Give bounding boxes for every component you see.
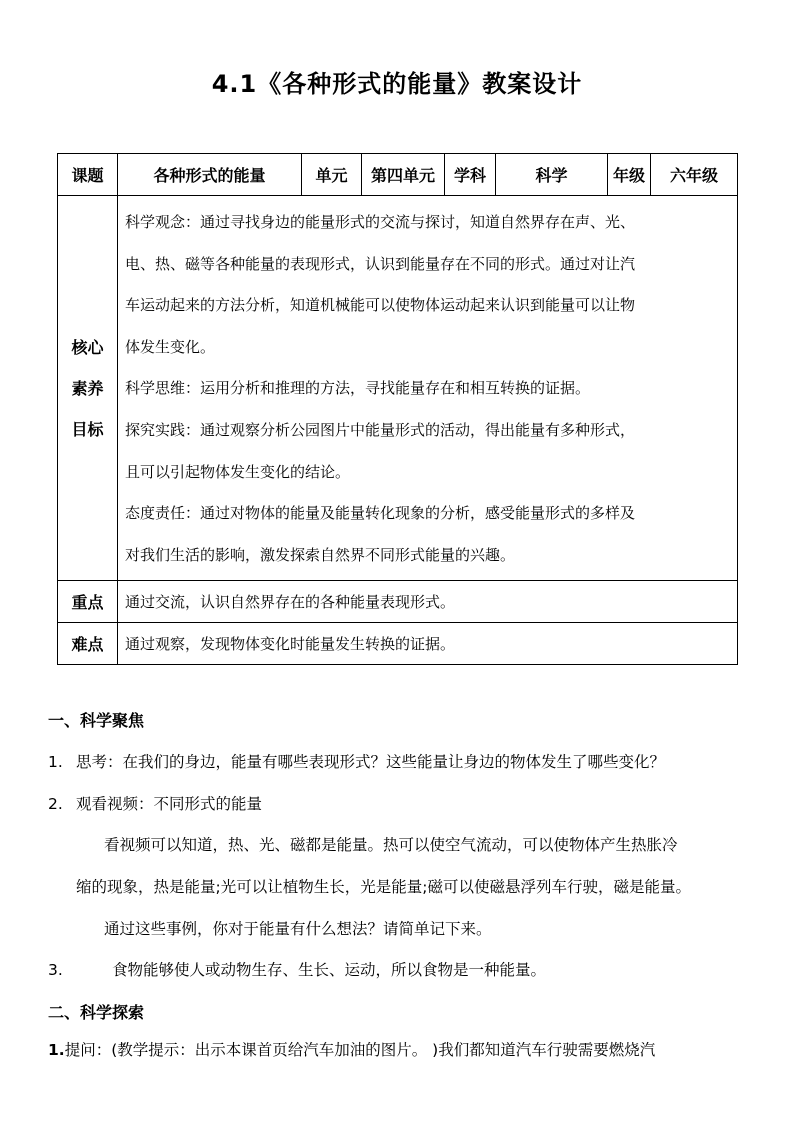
core-goals-label: 核心 素养 目标 [58, 196, 118, 581]
difficulty-value: 通过观察，发现物体变化时能量发生转换的证据。 [118, 623, 738, 665]
section2-heading: 二、科学探索 [48, 1003, 145, 1022]
core-goal-line: 体发生变化。 [125, 337, 216, 356]
topic-label: 课题 [58, 154, 118, 196]
difficulty-row [58, 623, 738, 665]
section1-heading: 一、科学聚焦 [48, 711, 145, 730]
core-goals-row [58, 196, 738, 581]
item-number: 3. [48, 961, 63, 979]
lesson-plan-table [57, 153, 738, 665]
section1-item-3 [48, 958, 546, 980]
item-text: 观看视频：不同形式的能量 [76, 795, 263, 813]
topic-value: 各种形式的能量 [118, 154, 302, 196]
subject-label: 学科 [445, 154, 496, 196]
difficulty-label: 难点 [58, 623, 118, 665]
key-point-row [58, 581, 738, 623]
item-text: 食物能够使人或动物生存、生长、运动，所以食物是一种能量。 [112, 961, 547, 979]
table-header-row [58, 154, 738, 196]
paragraph-line: 看视频可以知道，热、光、磁都是能量。热可以使空气流动，可以使物体产生热胀冷 [104, 836, 678, 854]
item-text: 思考：在我们的身边，能量有哪些表现形式？这些能量让身边的物体发生了哪些变化？ [76, 753, 666, 771]
item-text: 提问：(教学提示：出示本课首页给汽车加油的图片。 )我们都知道汽车行驶需要燃烧汽 [64, 1041, 656, 1059]
grade-label: 年级 [608, 154, 651, 196]
section1-item-1 [48, 750, 665, 772]
core-goal-line: 科学观念：通过寻找身边的能量形式的交流与探讨，知道自然界存在声、光、 [125, 213, 636, 231]
unit-value: 第四单元 [362, 154, 445, 196]
paragraph-line: 缩的现象，热是能量;光可以让植物生长，光是能量;磁可以使磁悬浮列车行驶，磁是能量。 [76, 878, 691, 896]
core-goal-line: 探究实践：通过观察分析公园图片中能量形式的活动，得出能量有多种形式， [125, 420, 636, 439]
grade-value: 六年级 [651, 154, 738, 196]
core-goal-line: 电、热、磁等各种能量的表现形式，认识到能量存在不同的形式。通过对让汽 [125, 254, 636, 273]
item-number: 1. [48, 753, 63, 771]
core-goal-line: 车运动起来的方法分析，知道机械能可以使物体运动起来认识到能量可以让物 [125, 296, 636, 315]
subject-value: 科学 [496, 154, 608, 196]
item-number: 1. [48, 1041, 65, 1059]
section1-item-2 [48, 792, 262, 814]
paragraph-line: 通过这些事例，你对于能量有什么想法？请简单记下来。 [104, 920, 492, 938]
document-title: 4.1《各种形式的能量》教案设计 [211, 70, 583, 98]
unit-label: 单元 [302, 154, 362, 196]
core-goal-line: 态度责任：通过对物体的能量及能量转化现象的分析，感受能量形式的多样及 [125, 504, 636, 523]
section2-item-1 [48, 1038, 655, 1060]
core-goal-line: 科学思维：运用分析和推理的方法，寻找能量存在和相互转换的证据。 [125, 379, 591, 398]
core-goals-content [118, 196, 738, 581]
key-point-value: 通过交流，认识自然界存在的各种能量表现形式。 [118, 581, 738, 623]
core-goal-line: 且可以引起物体发生变化的结论。 [125, 462, 351, 481]
core-goal-line: 对我们生活的影响，激发探索自然界不同形式能量的兴趣。 [125, 545, 516, 564]
item-number: 2. [48, 795, 63, 813]
key-point-label: 重点 [58, 581, 118, 623]
